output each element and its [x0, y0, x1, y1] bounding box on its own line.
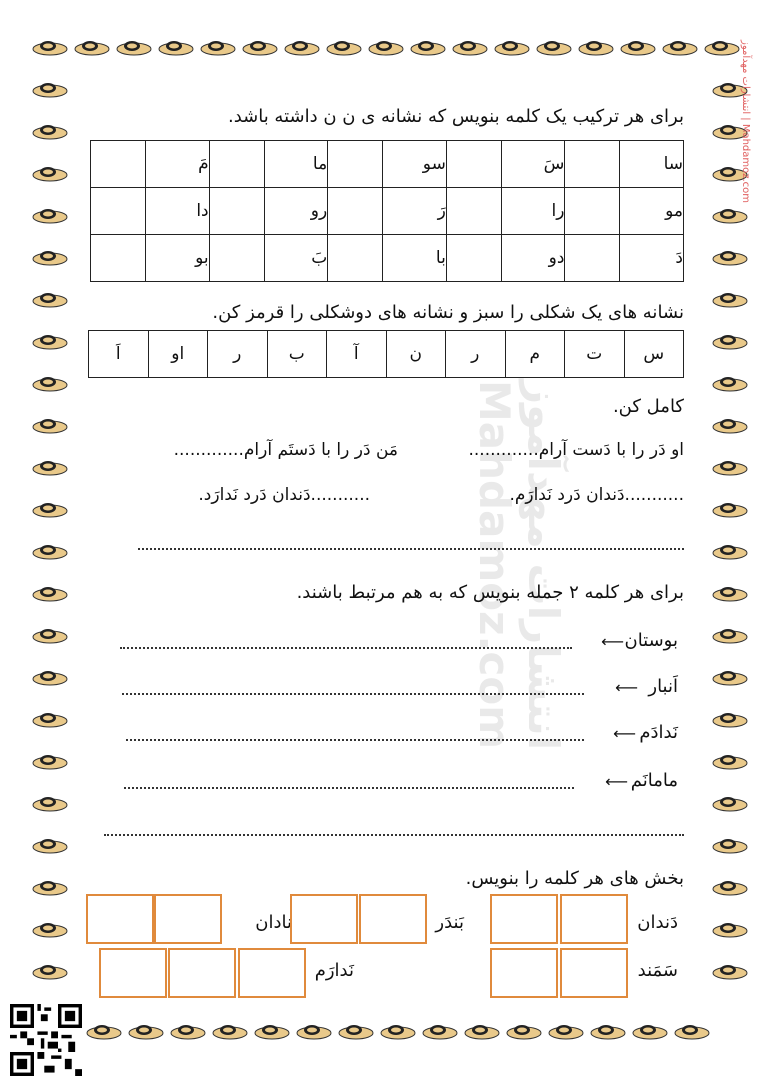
hat-icon: [32, 710, 68, 728]
hat-icon: [32, 332, 68, 350]
answer-line[interactable]: [122, 691, 584, 695]
grid-cell: سا: [620, 141, 684, 188]
syllable-grid: [90, 140, 684, 282]
letter-cell[interactable]: اَ: [89, 331, 149, 378]
answer-box[interactable]: [560, 894, 628, 944]
grid-cell: با: [383, 235, 447, 282]
letter-cell[interactable]: ر: [208, 331, 268, 378]
center-watermark: انتشارات مهدآموز Mahdamoz.com: [470, 380, 568, 751]
hat-icon: [422, 1022, 458, 1040]
hat-icon: [380, 1022, 416, 1040]
hat-icon: [116, 38, 152, 56]
hat-icon: [712, 584, 748, 602]
hat-icon: [128, 1022, 164, 1040]
hat-icon: [712, 500, 748, 518]
answer-line[interactable]: [104, 832, 684, 836]
answer-box[interactable]: [99, 948, 167, 998]
hat-icon: [712, 458, 748, 476]
word-nadaram: نَدارَم: [314, 960, 354, 981]
hat-icon: [32, 500, 68, 518]
side-watermark: انتشارات مهدآموز | Mahdamoz.com: [740, 40, 751, 204]
prompt-word: بوستان: [624, 630, 678, 651]
prompt-word: اَنبار: [648, 676, 678, 697]
answer-box[interactable]: [290, 894, 358, 944]
hat-icon: [212, 1022, 248, 1040]
hat-icon: [158, 38, 194, 56]
arrow-left-icon: ⟵: [613, 724, 636, 743]
hat-icon: [368, 38, 404, 56]
blank-cell[interactable]: [446, 235, 501, 282]
answer-box[interactable]: [238, 948, 306, 998]
grid-cell: سَ: [501, 141, 565, 188]
grid-cell: سو: [383, 141, 447, 188]
grid-cell: دو: [501, 235, 565, 282]
arrow-left-icon: ⟵: [605, 772, 628, 791]
letter-cell[interactable]: م: [505, 331, 565, 378]
word-bandar: بَندَر: [435, 912, 464, 933]
letter-cell[interactable]: ر: [446, 331, 506, 378]
hat-icon: [712, 878, 748, 896]
arrow-left-icon: ⟵: [601, 632, 624, 651]
grid-row: [91, 188, 684, 235]
hat-icon: [32, 668, 68, 686]
blank-cell[interactable]: [328, 188, 383, 235]
hat-icon: [32, 374, 68, 392]
hat-icon: [712, 920, 748, 938]
hat-icon: [32, 248, 68, 266]
hat-icon: [712, 290, 748, 308]
grid-cell: را: [501, 188, 565, 235]
hat-icon: [662, 38, 698, 56]
prompt-word: نَدادَم: [639, 722, 678, 743]
sentence-2: مَن دَر را با دَستَم آرام.............: [173, 440, 398, 460]
hat-icon: [704, 38, 740, 56]
hat-icon: [32, 290, 68, 308]
blank-cell[interactable]: [91, 141, 146, 188]
answer-box[interactable]: [168, 948, 236, 998]
grid-cell: مَ: [146, 141, 210, 188]
hat-icon: [74, 38, 110, 56]
hat-icon: [712, 374, 748, 392]
grid-cell: دَ: [620, 235, 684, 282]
answer-box[interactable]: [560, 948, 628, 998]
hat-icon: [32, 206, 68, 224]
hat-icon: [620, 38, 656, 56]
letter-cell[interactable]: ن: [386, 331, 446, 378]
hat-icon: [410, 38, 446, 56]
answer-line[interactable]: [124, 785, 574, 789]
letter-cell[interactable]: س: [624, 331, 684, 378]
grid-cell: مو: [620, 188, 684, 235]
hat-icon: [712, 710, 748, 728]
hat-icon: [200, 38, 236, 56]
hat-icon: [338, 1022, 374, 1040]
hat-icon: [32, 794, 68, 812]
prompt-word: مامانَم: [630, 770, 678, 791]
hat-icon: [712, 332, 748, 350]
answer-line[interactable]: [120, 645, 572, 649]
hat-icon: [32, 122, 68, 140]
grid-row: [91, 141, 684, 188]
sentence-3: ...........دَندان دَرد نَدارَم.: [509, 485, 684, 505]
grid-row: [91, 235, 684, 282]
hat-icon: [712, 542, 748, 560]
hat-icon: [494, 38, 530, 56]
grid-cell: رَ: [383, 188, 447, 235]
hat-icon: [712, 794, 748, 812]
hat-icon: [32, 38, 68, 56]
instruction-4: برای هر کلمه ۲ جمله بنویس که به هم مرتبط باشند.: [296, 582, 684, 603]
hat-icon: [712, 626, 748, 644]
sentence-1: او دَر را با دَست آرام.............: [468, 440, 684, 460]
answer-box[interactable]: [86, 894, 154, 944]
blank-cell[interactable]: [565, 141, 620, 188]
hat-icon: [712, 836, 748, 854]
blank-cell[interactable]: [446, 141, 501, 188]
hat-icon: [32, 164, 68, 182]
answer-box[interactable]: [490, 894, 558, 944]
hat-icon: [32, 458, 68, 476]
qr-code: [10, 1004, 82, 1076]
hat-icon: [32, 80, 68, 98]
letter-cell[interactable]: ت: [565, 331, 625, 378]
answer-box[interactable]: [154, 894, 222, 944]
hat-icon: [452, 38, 488, 56]
instruction-5: بخش های هر کلمه را بنویس.: [465, 868, 684, 889]
hat-icon: [32, 836, 68, 854]
grid-cell: رو: [264, 188, 328, 235]
hat-icon: [32, 752, 68, 770]
hat-icon: [712, 206, 748, 224]
word-dandan: دَندان: [637, 912, 678, 933]
hat-icon: [632, 1022, 668, 1040]
grid-cell: بَ: [264, 235, 328, 282]
instruction-2: نشانه های یک شکلی را سبز و نشانه های دوشکلی را قرمز کن.: [212, 302, 684, 323]
blank-cell[interactable]: [446, 188, 501, 235]
blank-cell[interactable]: [209, 141, 264, 188]
letter-cell[interactable]: ب: [267, 331, 327, 378]
instruction-1: برای هر ترکیب یک کلمه بنویس که نشانه ی ن ن داشته باشد.: [227, 106, 684, 127]
blank-cell[interactable]: [91, 235, 146, 282]
hat-icon: [284, 38, 320, 56]
blank-cell[interactable]: [565, 235, 620, 282]
blank-cell[interactable]: [91, 188, 146, 235]
blank-cell[interactable]: [565, 188, 620, 235]
hat-icon: [578, 38, 614, 56]
hat-icon: [326, 38, 362, 56]
hat-icon: [32, 962, 68, 980]
instruction-3: کامل کن.: [612, 396, 684, 417]
hat-icon: [296, 1022, 332, 1040]
blank-cell[interactable]: [328, 235, 383, 282]
hat-icon: [32, 920, 68, 938]
hat-icon: [32, 542, 68, 560]
hat-icon: [712, 248, 748, 266]
blank-cell[interactable]: [209, 235, 264, 282]
sentence-4: ...........دَندان دَرد نَدارَد.: [198, 485, 370, 505]
letter-row: [88, 330, 684, 378]
hat-icon: [712, 752, 748, 770]
hat-icon: [712, 416, 748, 434]
hat-icon: [590, 1022, 626, 1040]
hat-icon: [712, 668, 748, 686]
arrow-left-icon: ⟵: [615, 678, 638, 697]
grid-cell: بو: [146, 235, 210, 282]
answer-box[interactable]: [359, 894, 427, 944]
hat-icon: [674, 1022, 710, 1040]
answer-line[interactable]: [138, 546, 684, 550]
hat-icon: [32, 584, 68, 602]
hat-icon: [536, 38, 572, 56]
grid-cell: دا: [146, 188, 210, 235]
blank-cell[interactable]: [328, 141, 383, 188]
hat-icon: [170, 1022, 206, 1040]
letter-cell[interactable]: آ: [327, 331, 387, 378]
hat-icon: [242, 38, 278, 56]
hat-icon: [86, 1022, 122, 1040]
answer-box[interactable]: [490, 948, 558, 998]
answer-line[interactable]: [126, 737, 584, 741]
hat-icon: [32, 878, 68, 896]
hat-icon: [712, 962, 748, 980]
hat-icon: [254, 1022, 290, 1040]
hat-icon: [32, 626, 68, 644]
hat-icon: [32, 416, 68, 434]
word-nadan: نادان: [255, 912, 292, 933]
letter-cell[interactable]: او: [148, 331, 208, 378]
blank-cell[interactable]: [209, 188, 264, 235]
word-samand: سَمَند: [637, 960, 678, 981]
worksheet: [84, 70, 684, 1020]
grid-cell: ما: [264, 141, 328, 188]
